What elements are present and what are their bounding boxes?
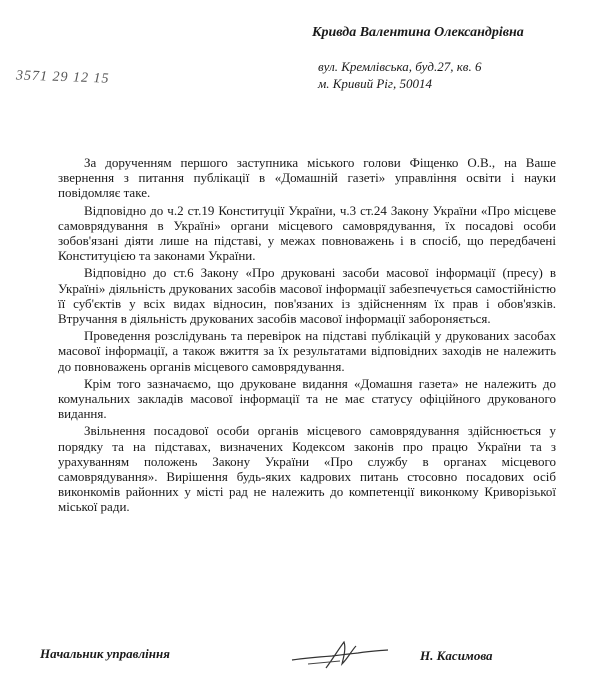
paragraph: Проведення розслідувань та перевірок на підставі публікацій у друкованих засобах масової інформації, а також вжиття за їх результатами відповідних заходів не належить до повноважень органів місцевого самоврядування. bbox=[58, 328, 556, 374]
paragraph: Відповідно до ст.6 Закону «Про друковані засоби масової інформації (пресу) в Україні» діяльність друкованих засобів масової інформації забезпечується самостійністю її суб'єктів у всіх видах відносин, пов'язаних із здійсненням їх прав і обов'язків. Втручання в діяльність друкованих засобів масової інформації забороняється. bbox=[58, 265, 556, 327]
paragraph: Звільнення посадової особи органів місцевого самоврядування здійснюється у порядку та на підставах, визначених Кодексом законів про працю України та з урахуванням положень Закону України «Про службу в органах місцевого самоврядування». Вирішення будь-яких кадрових питань стосовно посадових осіб виконкомів районних у місті рад не належить до компетенції виконкому Криворізької міської ради. bbox=[58, 423, 556, 515]
address-line-city: м. Кривий Ріг, 50014 bbox=[318, 76, 432, 91]
registration-note: 3571 29 12 15 bbox=[15, 68, 110, 87]
letter-body bbox=[58, 155, 556, 517]
signer-position: Начальник управління bbox=[40, 646, 170, 661]
paragraph: За дорученням першого заступника міського голови Фіщенко О.В., на Ваше звернення з питання публікації в «Домашній газеті» управління освіти і науки повідомляє таке. bbox=[58, 155, 556, 201]
handwritten-signature bbox=[288, 638, 398, 674]
paragraph: Крім того зазначаємо, що друковане видання «Домашня газета» не належить до комунальних закладів масової інформації та не має статусу офіційного друкованого видання. bbox=[58, 375, 556, 422]
address-line-street: вул. Кремлівська, буд.27, кв. 6 bbox=[318, 59, 482, 74]
signer-name: Н. Касимова bbox=[420, 648, 493, 663]
recipient-name: Кривда Валентина Олександрівна bbox=[312, 25, 524, 40]
signature-block bbox=[40, 642, 540, 672]
recipient-address bbox=[318, 58, 481, 92]
paragraph: Відповідно до ч.2 ст.19 Конституції України, ч.3 ст.24 Закону України «Про місцеве самоврядування в Україні» органи місцевого самоврядування, їх посадові особи зобов'язані діяти лише на підставі, у межах повноважень і в спосіб, що передбачені Конституцією та законами України. bbox=[58, 202, 556, 264]
